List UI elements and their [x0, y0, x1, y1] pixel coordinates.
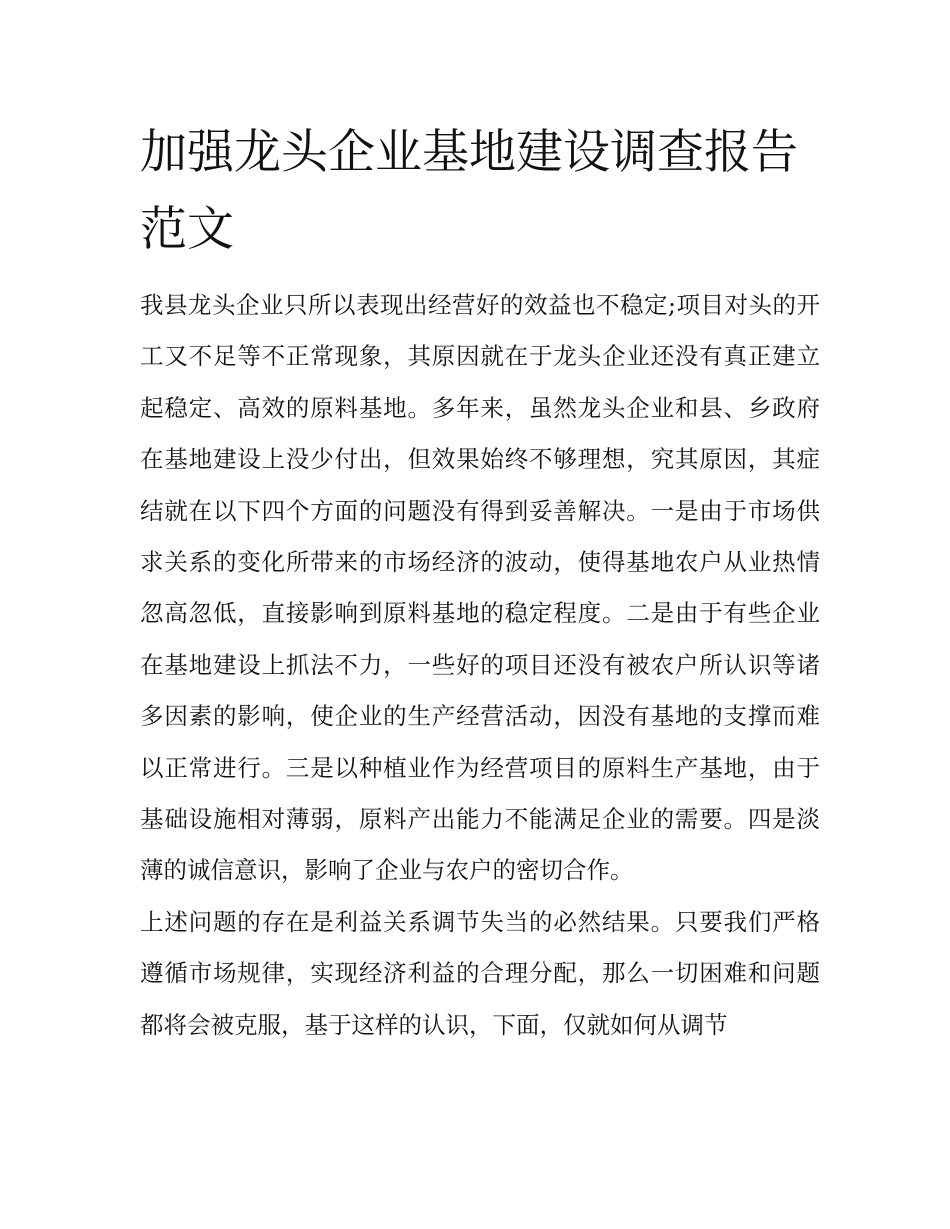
document-title: 加强龙头企业基地建设调查报告范文 [140, 125, 798, 257]
paragraph: 上述问题的存在是利益关系调节失当的必然结果。只要我们严格遵循市场规律，实现经济利益的合理分配，那么一切困难和问题都将会被克服，基于这样的认识，下面，仅就如何从调节 [140, 907, 820, 1039]
document-body [140, 280, 820, 1051]
paragraph: 我县龙头企业只所以表现出经营好的效益也不稳定;项目对头的开工又不足等不正常现象，其原因就在于龙头企业还没有真正建立起稳定、高效的原料基地。多年来，虽然龙头企业和县、乡政府在基地建设上没少付出，但效果始终不够理想，究其原因，其症结就在以下四个方面的问题没有得到妥善解决。一是由于市场供求关系的变化所带来的市场经济的波动，使得基地农户从业热情忽高忽低，直接影响到原料基地的稳定程度。二是由于有些企业在基地建设上抓法不力，一些好的项目还没有被农户所认识等诸多因素的影响，使企业的生产经营活动，因没有基地的支撑而难以正常进行。三是以种植业作为经营项目的原料生产基地，由于基础设施相对薄弱，原料产出能力不能满足企业的需要。四是淡薄的诚信意识，影响了企业与农户的密切合作。 [140, 291, 820, 885]
